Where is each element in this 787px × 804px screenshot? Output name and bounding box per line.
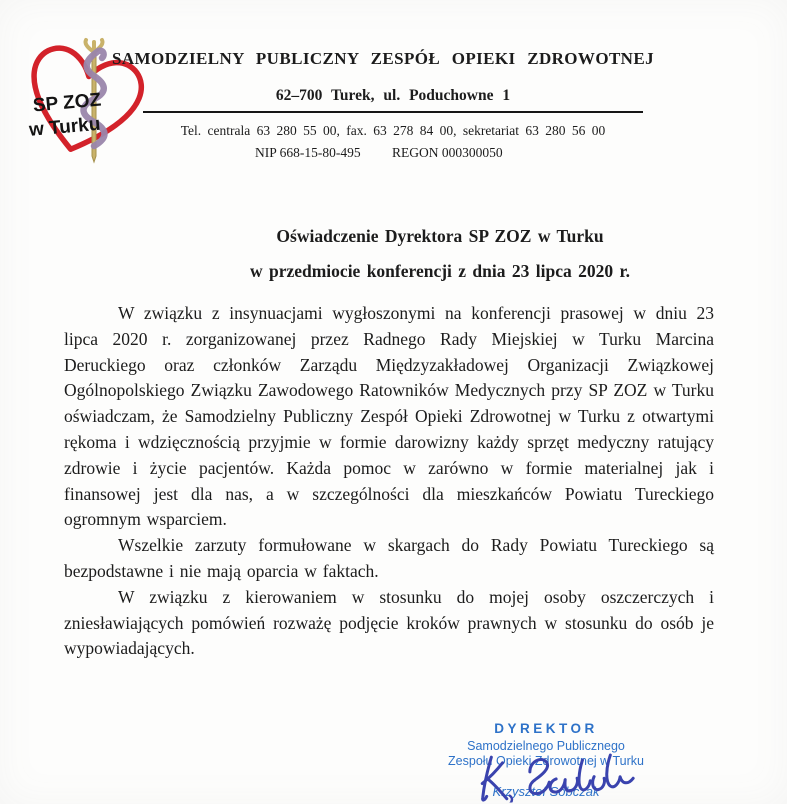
logo-text-line2: w Turku xyxy=(28,113,102,141)
logo-text xyxy=(25,90,104,141)
header-divider xyxy=(143,111,643,113)
statement-body xyxy=(64,301,714,662)
logo-text-line1: SP ZOZ xyxy=(32,89,102,117)
director-org-line2: Zespołu Opieki Zdrowotnej w Turku xyxy=(448,754,644,768)
paragraph-2: Wszelkie zarzuty formułowane w skargach do Rady Powiatu Tureckiego są bezpodstawne i nie mają oparcia w faktach. xyxy=(64,535,714,581)
statement-title-line1: Oświadczenie Dyrektora SP ZOZ w Turku xyxy=(276,226,604,246)
signer-name: Krzysztof Sobczak xyxy=(492,784,600,799)
paragraph-3: W związku z kierowaniem w stosunku do mojej osoby oszczerczych i zniesławiających pomówień rozważę podjęcie kroków prawnych w stosunku do osób je wypowiadających. xyxy=(64,586,714,659)
org-name: SAMODZIELNY PUBLICZNY ZESPÓŁ OPIEKI ZDROWOTNEJ xyxy=(112,49,654,68)
handwritten-signature-icon xyxy=(469,746,641,804)
nip-number: NIP 668-15-80-495 xyxy=(255,145,361,160)
regon-number: REGON 000300050 xyxy=(392,145,503,160)
director-title: DYREKTOR xyxy=(494,721,598,736)
statement-title-line2: w przedmiocie konferencji z dnia 23 lipca 2020 r. xyxy=(249,261,631,281)
director-org-line1: Samodzielnego Publicznego xyxy=(467,739,625,753)
org-address: 62–700 Turek, ul. Poduchowne 1 xyxy=(275,87,511,104)
contact-line: Tel. centrala 63 280 55 00, fax. 63 278 84 00, sekretariat 63 280 56 00 xyxy=(180,123,606,138)
statement-title xyxy=(120,219,760,289)
paragraph-1: W związku z insynuacjami wygłoszonymi na konferencji prasowej w dniu 23 lipca 2020 r. zorganizowanej przez Radnego Rady Miejskiej w Turku Marcina Deruckiego oraz członków Zarządu Międzyzakładowej Organizacji Związkowej Ogólnopolskiego Związku Zawodowego Ratowników Medycznych przy SP ZOZ w Turku oświadczam, że Samodzielny Publiczny Zespół Opieki Zdrowotnej w Turku z otwartymi rękoma i wdzięcznością przyjmie w formie darowizny każdy sprzęt medyczny ratujący zdrowie i życie pacjentów. Każda pomoc w zarówno w formie materialnej jak i finansowej jest dla nas, a w szczególności dla mieszkańców Powiatu Tureckiego ogromnym wsparciem. xyxy=(64,303,714,530)
